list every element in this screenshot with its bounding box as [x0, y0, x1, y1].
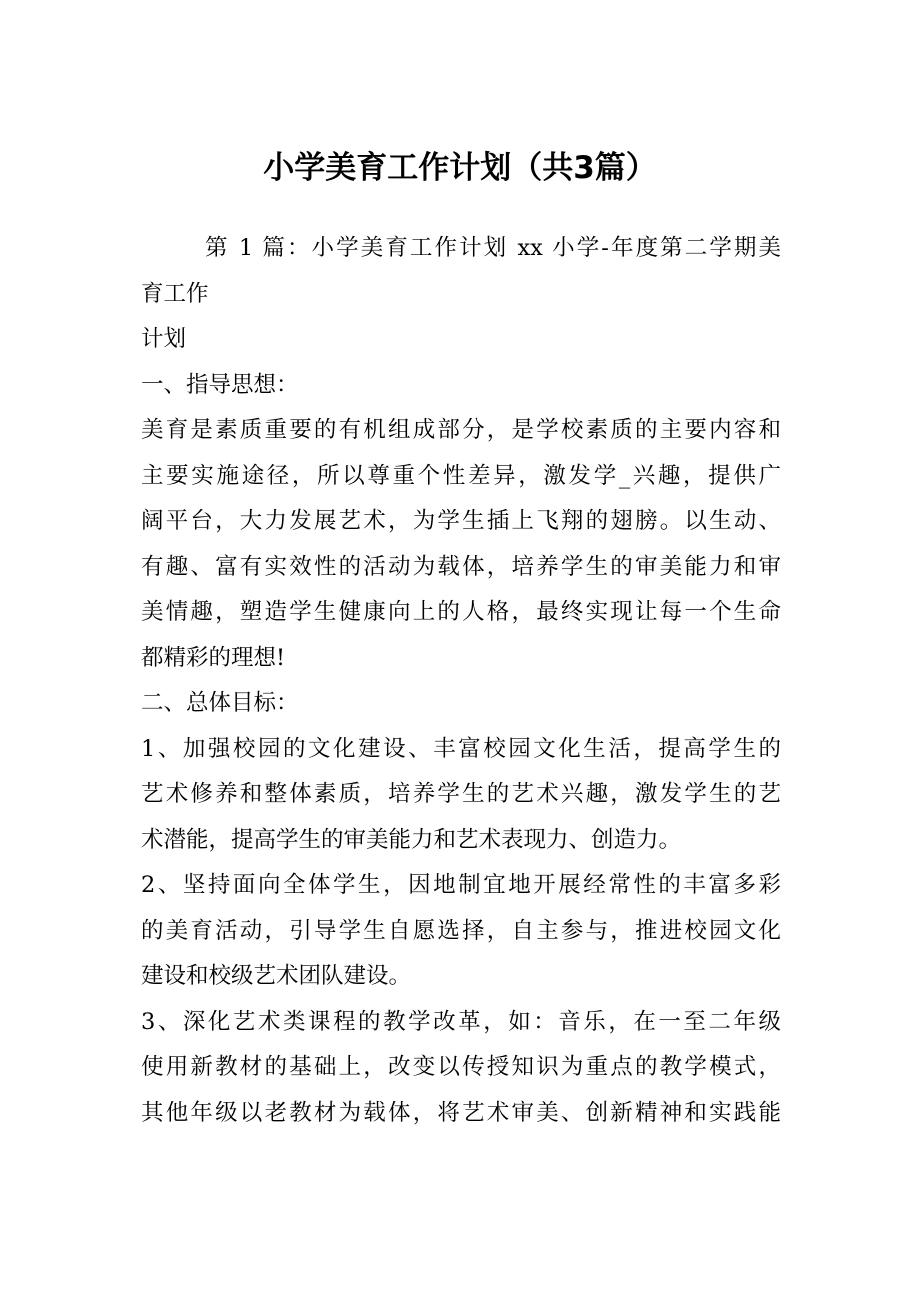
- paragraph-line: 艺术修养和整体素质，培养学生的艺术兴趣，激发学生的艺: [141, 781, 781, 807]
- paragraph-line: 1、加强校园的文化建设、丰富校园文化生活，提高学生的: [141, 735, 781, 762]
- paragraph-line: 其他年级以老教材为载体，将艺术审美、创新精神和实践能: [141, 1099, 781, 1126]
- paragraph-line: 的美育活动，引导学生自愿选择，自主参与，推进校园文化: [141, 917, 781, 944]
- paragraph-line: 都精彩的理想!: [141, 644, 286, 671]
- paragraph-line: 美育是素质重要的有机组成部分，是学校素质的主要内容和: [141, 417, 781, 443]
- document-title: 小学美育工作计划（共3篇）: [263, 150, 657, 186]
- paragraph-line: 计划: [141, 326, 187, 352]
- paragraph-line: 美情趣，塑造学生健康向上的人格，最终实现让每一个生命: [141, 599, 781, 625]
- paragraph-line: 一、指导思想：: [141, 371, 299, 398]
- paragraph-line: 术潜能，提高学生的审美能力和艺术表现力、创造力。: [141, 826, 682, 853]
- paragraph-line: 使用新教材的基础上，改变以传授知识为重点的教学模式，: [141, 1054, 781, 1080]
- document-body: [141, 226, 781, 1136]
- paragraph-line: 主要实施途径，所以尊重个性差异，激发学_兴趣，提供广: [141, 462, 781, 489]
- paragraph-line: 2、坚持面向全体学生，因地制宜地开展经常性的丰富多彩: [141, 872, 781, 898]
- paragraph-line: 3、深化艺术类课程的教学改革，如：音乐，在一至二年级: [141, 1008, 781, 1035]
- paragraph-line: 阔平台，大力发展艺术，为学生插上飞翔的翅膀。以生动、: [141, 508, 781, 534]
- paragraph-line: 建设和校级艺术团队建设。: [141, 963, 412, 989]
- paragraph-line: 育工作: [141, 280, 209, 307]
- paragraph-line: 二、总体目标：: [141, 690, 299, 716]
- paragraph-line: 第 1 篇：小学美育工作计划 xx 小学-年度第二学期美: [205, 235, 781, 261]
- paragraph-line: 有趣、富有实效性的活动为载体，培养学生的审美能力和审: [141, 553, 781, 580]
